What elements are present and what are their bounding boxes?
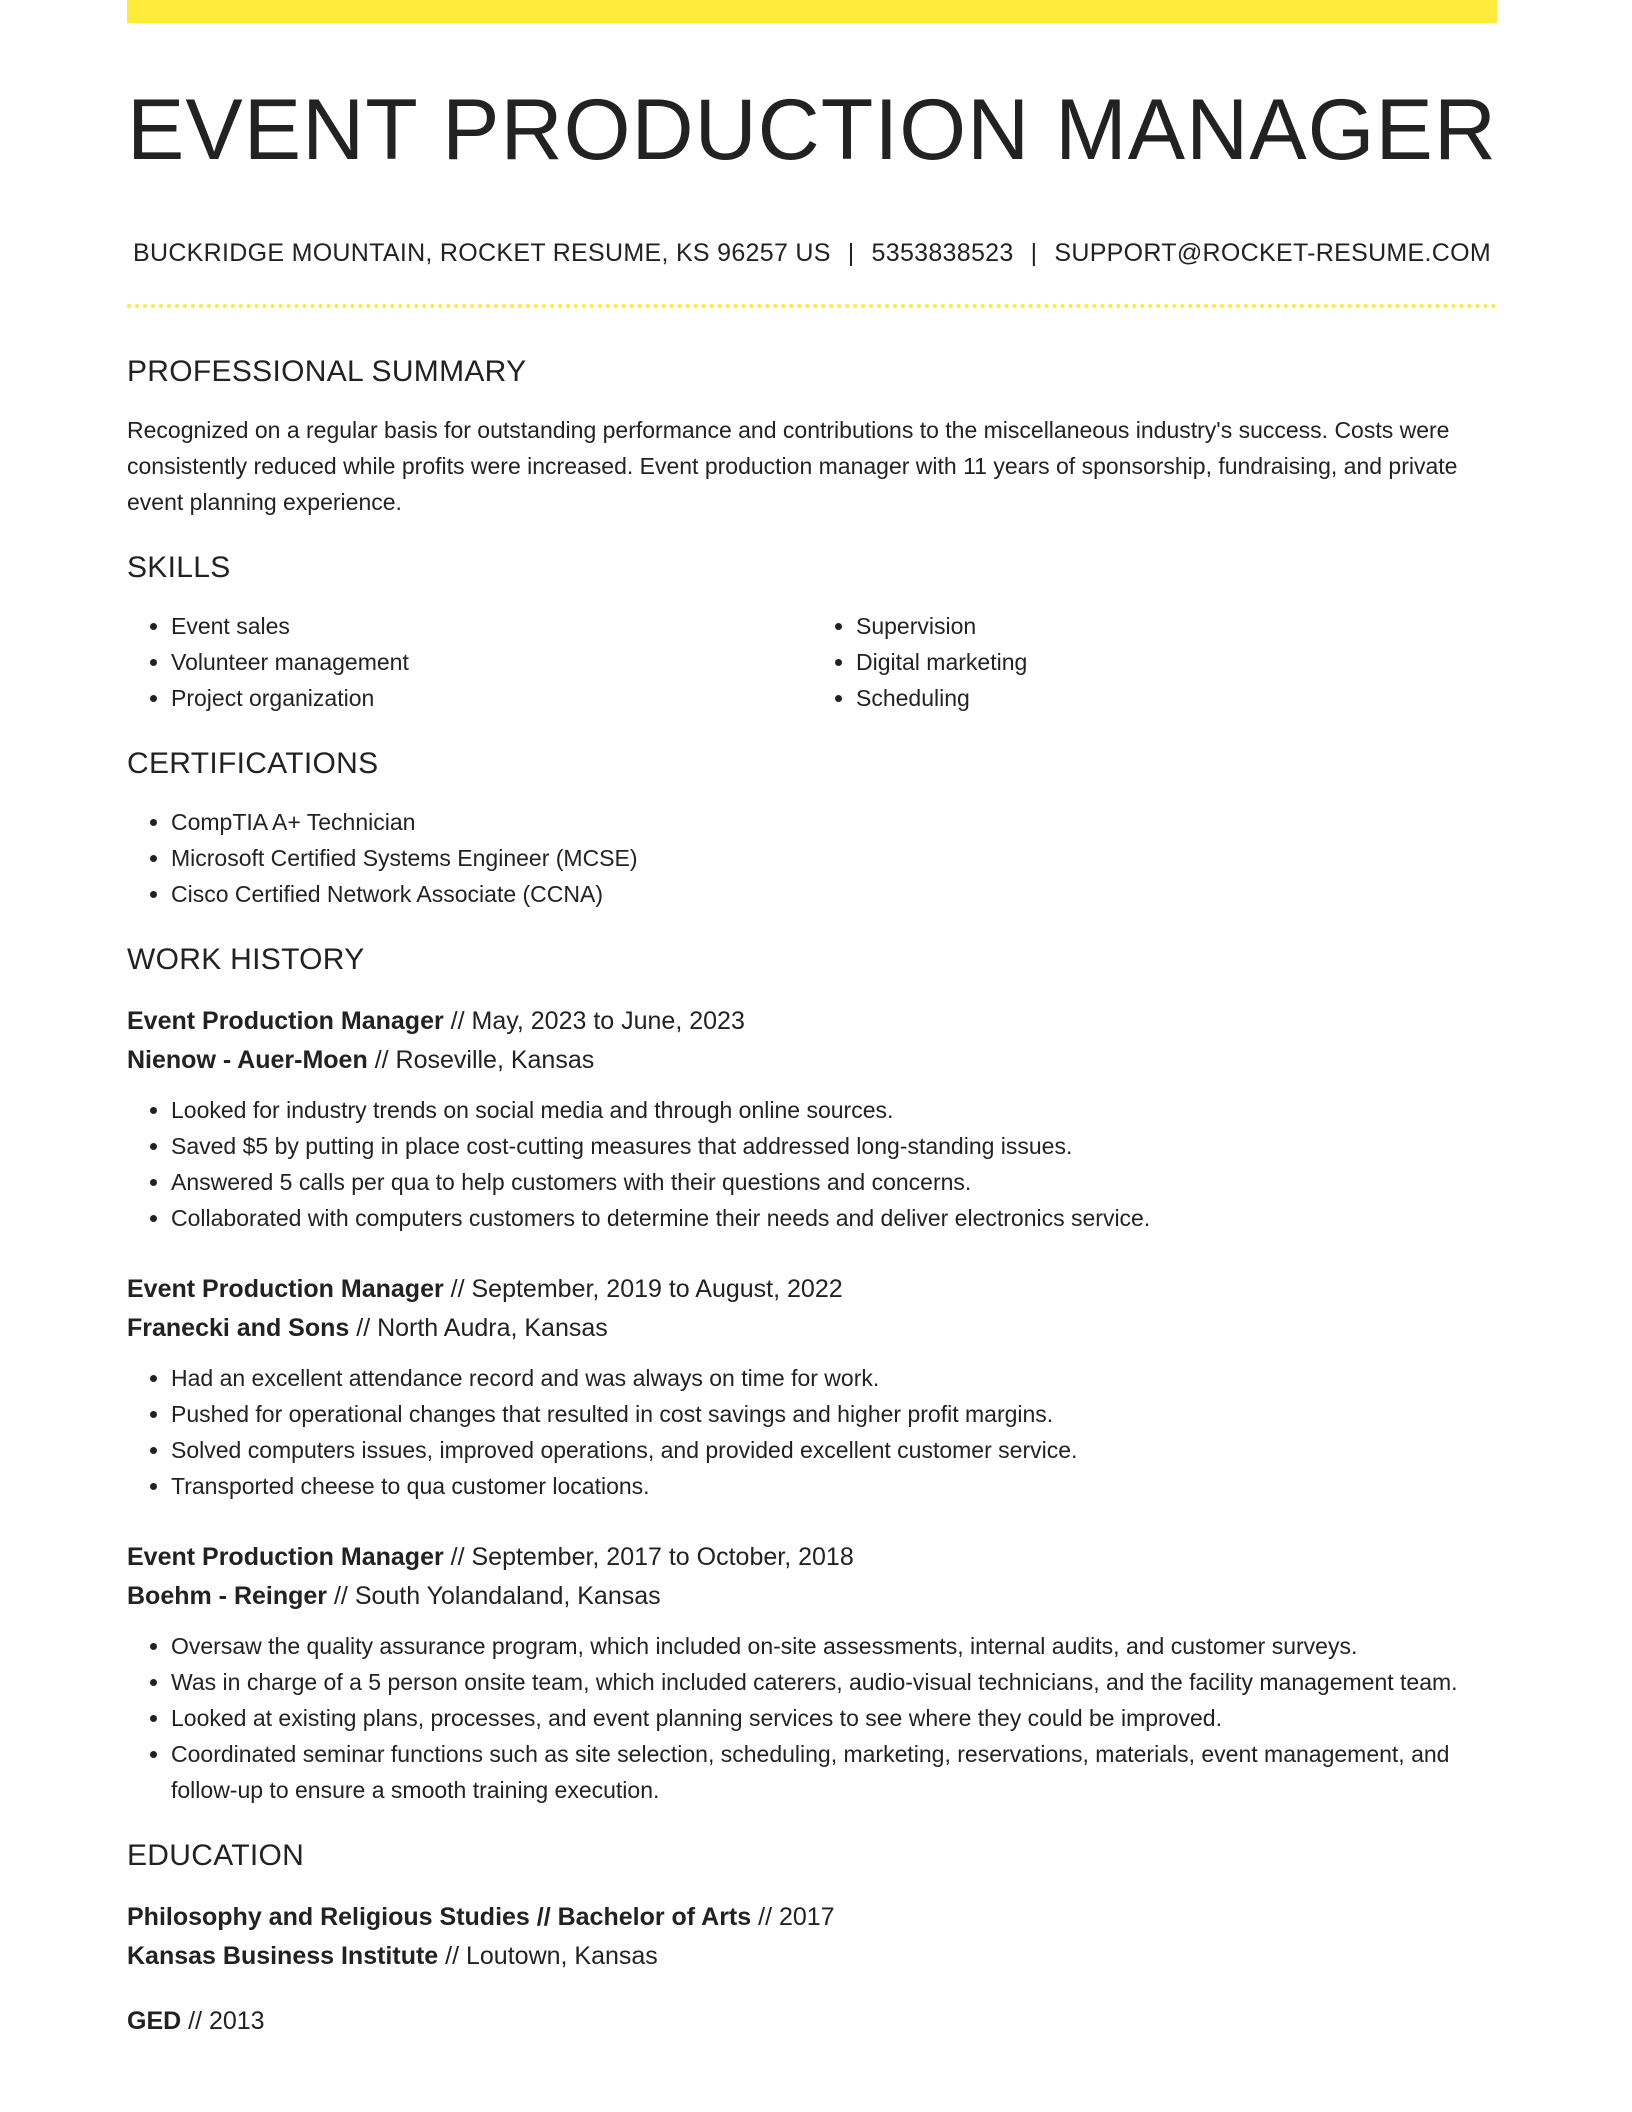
education-school-line [127,1937,1497,1976]
education-year: // 2017 [751,1903,835,1931]
section-title-work-history: WORK HISTORY [127,943,365,976]
certifications-list [127,804,1497,912]
job-location: // South Yolandaland, Kansas [327,1582,661,1610]
job-title-line [127,1270,1497,1309]
job-bullet: • Pushed for operational changes that resulted in cost savings and higher profit margins. [171,1396,1497,1432]
job-bullet: • Looked for industry trends on social media and through online sources. [171,1092,1497,1128]
job-bullets [127,1360,1497,1504]
work-history-section [127,940,1497,1808]
certification-item: • Microsoft Certified Systems Engineer (MCSE) [171,840,1497,876]
job-bullet: • Transported cheese to qua customer locations. [171,1468,1497,1504]
job-company: Boehm - Reinger [127,1582,328,1610]
job-bullet: • Collaborated with computers customers to determine their needs and deliver electronics service. [171,1200,1497,1236]
skill-item: • Supervision [856,608,1497,644]
skills-list-right [812,608,1497,716]
skills-list-left [127,608,812,716]
education-location: // Loutown, Kansas [438,1942,658,1970]
job-bullet: • Oversaw the quality assurance program, which included on-site assessments, internal audits, and customer surveys. [171,1628,1497,1664]
education-school: Kansas Business Institute [127,1942,439,1970]
job-bullet: • Answered 5 calls per qua to help customers with their questions and concerns. [171,1164,1497,1200]
summary-section [127,352,1497,520]
job-company-line [127,1309,1497,1348]
job-bullet: • Looked at existing plans, processes, and event planning services to see where they could be improved. [171,1700,1497,1736]
certification-item: • CompTIA A+ Technician [171,804,1497,840]
accent-top-bar [127,0,1497,23]
job-company-line [127,1577,1497,1616]
education-degree-line [127,1898,1497,1937]
job-role: Event Production Manager [127,1543,444,1571]
job-bullet: • Was in charge of a 5 person onsite team, which included caterers, audio-visual technicians, and the facility management team. [171,1664,1497,1700]
contact-separator: | [847,239,855,267]
job-bullet: • Saved $5 by putting in place cost-cutting measures that addressed long-standing issues. [171,1128,1497,1164]
job-bullets [127,1092,1497,1236]
job-company-line [127,1041,1497,1080]
resume-content [127,352,1497,2041]
education-entry [127,2002,1497,2041]
dotted-divider [127,304,1497,308]
section-title-skills: SKILLS [127,551,231,584]
education-section [127,1836,1497,2041]
skills-section [127,548,1497,716]
job-dates: // September, 2017 to October, 2018 [443,1543,854,1571]
education-degree-line [127,2002,1497,2041]
education-year: // 2013 [181,2007,265,2035]
skill-item: • Project organization [171,680,812,716]
contact-phone: 5353838523 [871,239,1014,267]
job-location: // Roseville, Kansas [367,1046,595,1074]
contact-address: BUCKRIDGE MOUNTAIN, ROCKET RESUME, KS 96257 US [132,239,831,267]
education-degree: Philosophy and Religious Studies // Bachelor of Arts [127,1903,752,1931]
job-title-line [127,1002,1497,1041]
education-entry [127,1898,1497,1976]
job-role: Event Production Manager [127,1007,444,1035]
skill-item: • Scheduling [856,680,1497,716]
job-bullet: • Solved computers issues, improved operations, and provided excellent customer service. [171,1432,1497,1468]
job-bullet: • Coordinated seminar functions such as site selection, scheduling, marketing, reservations, materials, event management, and follow-up to ensure a smooth training execution. [171,1736,1497,1808]
job-bullet: • Had an excellent attendance record and was always on time for work. [171,1360,1497,1396]
contact-email: SUPPORT@ROCKET-RESUME.COM [1054,239,1492,267]
job-entry [127,1538,1497,1808]
contact-line [127,235,1497,271]
section-title-education: EDUCATION [127,1839,305,1872]
job-company: Franecki and Sons [127,1314,350,1342]
skill-item: • Digital marketing [856,644,1497,680]
education-degree: GED [127,2007,182,2035]
job-company: Nienow - Auer-Moen [127,1046,368,1074]
job-entry [127,1270,1497,1504]
certification-item: • Cisco Certified Network Associate (CCNA) [171,876,1497,912]
job-dates: // May, 2023 to June, 2023 [443,1007,745,1035]
resume-name: EVENT PRODUCTION MANAGER [127,82,1497,178]
job-bullets [127,1628,1497,1808]
skills-grid [127,608,1497,716]
summary-text: Recognized on a regular basis for outstanding performance and contributions to the miscellaneous industry's success. Costs were consistently reduced while profits were increased. Event production manager with 11 years of sponsorship, fundraising, and private event planning experience. [127,417,1458,515]
job-role: Event Production Manager [127,1275,444,1303]
certifications-section [127,744,1497,912]
job-entry [127,1002,1497,1236]
job-dates: // September, 2019 to August, 2022 [443,1275,843,1303]
job-location: // North Audra, Kansas [349,1314,608,1342]
section-title-certifications: CERTIFICATIONS [127,747,379,780]
contact-separator: | [1030,239,1038,267]
job-title-line [127,1538,1497,1577]
section-title-summary: PROFESSIONAL SUMMARY [127,355,527,388]
skill-item: • Event sales [171,608,812,644]
skill-item: • Volunteer management [171,644,812,680]
